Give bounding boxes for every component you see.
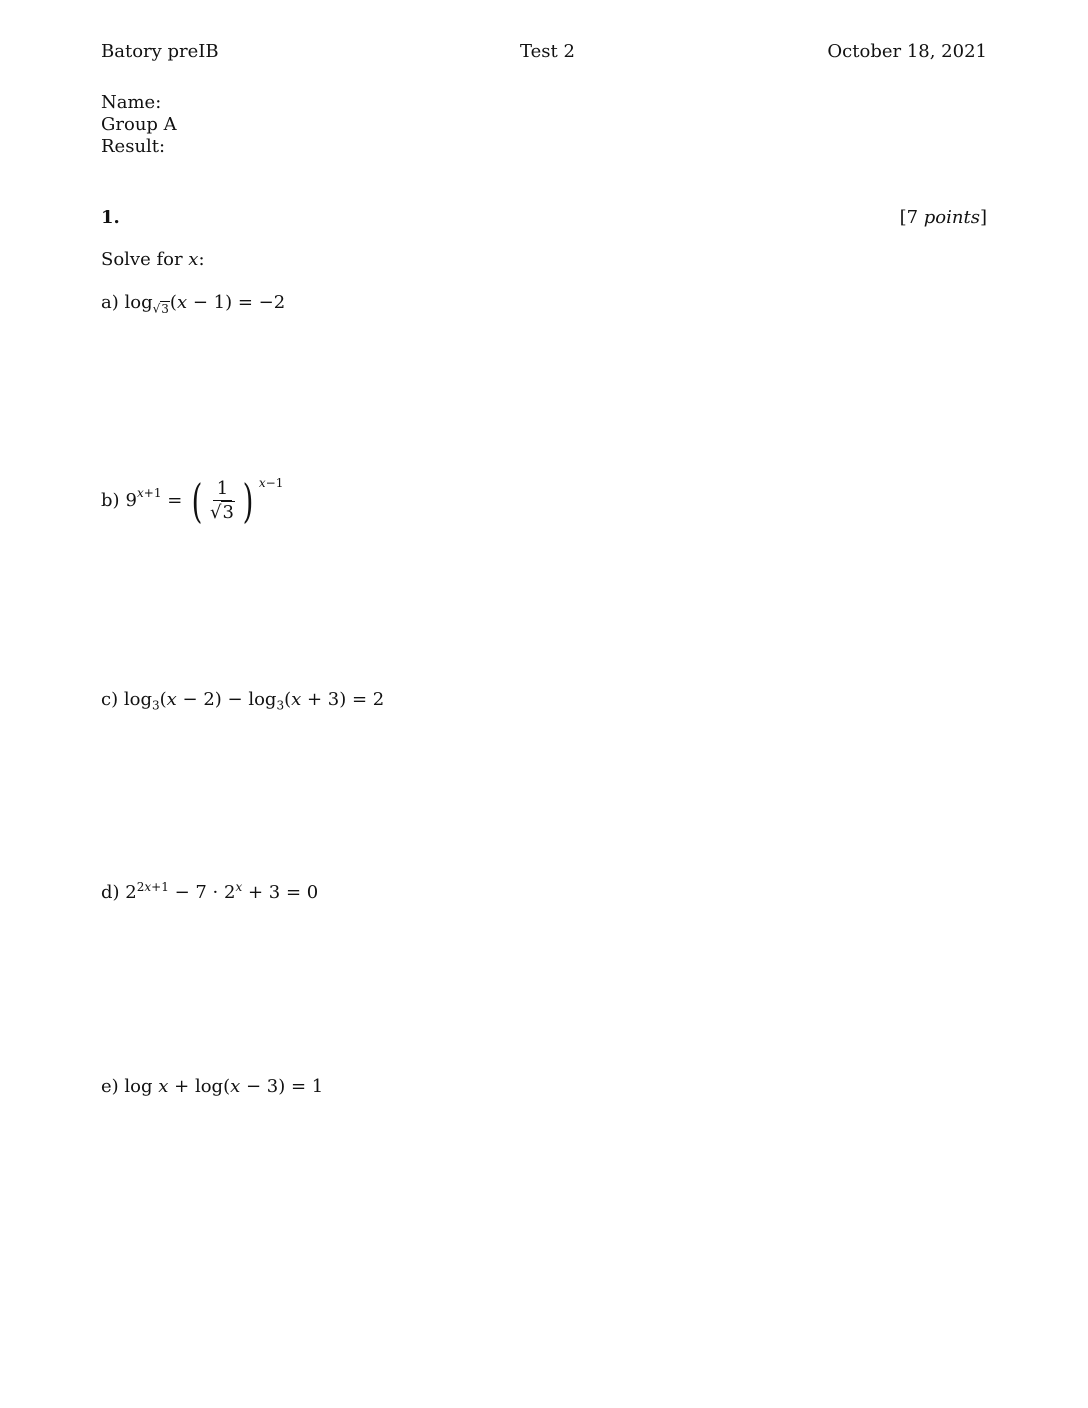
group-label: Group A <box>101 114 177 135</box>
points-word: points <box>923 207 980 228</box>
part-c-equation: $\log_3(x - 2) - \log_3(x + 3) = 2$ <box>123 689 385 713</box>
points-close: ] <box>979 207 987 228</box>
question-number: 1. <box>101 207 120 228</box>
instruction-colon: : <box>198 249 205 270</box>
course-name: Batory preIB <box>101 41 219 62</box>
part-a-equation: $\log_{√3}(x - 1) = -2$ <box>124 292 286 316</box>
part-a <box>101 292 286 316</box>
part-d <box>101 880 319 903</box>
instruction <box>101 251 205 269</box>
part-d-label: d) <box>101 882 120 903</box>
instruction-var: x <box>188 249 199 270</box>
part-b-label: b) <box>101 490 120 511</box>
part-d-equation: $2^{2x+1} - 7 \cdot 2^x + 3 = 0$ <box>125 880 319 903</box>
part-b <box>101 474 284 528</box>
name-label: Name: <box>101 92 162 113</box>
part-e <box>101 1078 323 1096</box>
test-date: October 18, 2021 <box>827 41 987 62</box>
instruction-text: Solve for <box>101 249 189 270</box>
part-a-label: a) <box>101 292 119 313</box>
test-title: Test 2 <box>520 41 575 62</box>
part-b-equation: 9 $^{x +1}$ = ( $\frac{1}{√3}$ ) x−1 <box>125 474 284 528</box>
result-label: Result: <box>101 136 166 157</box>
points-open: [7 <box>899 207 924 228</box>
part-c-label: c) <box>101 689 119 710</box>
points-label <box>900 209 987 227</box>
part-e-equation: log x + log(x − 3) = 1 <box>124 1076 324 1097</box>
part-c <box>101 689 385 713</box>
part-e-label: e) <box>101 1076 119 1097</box>
